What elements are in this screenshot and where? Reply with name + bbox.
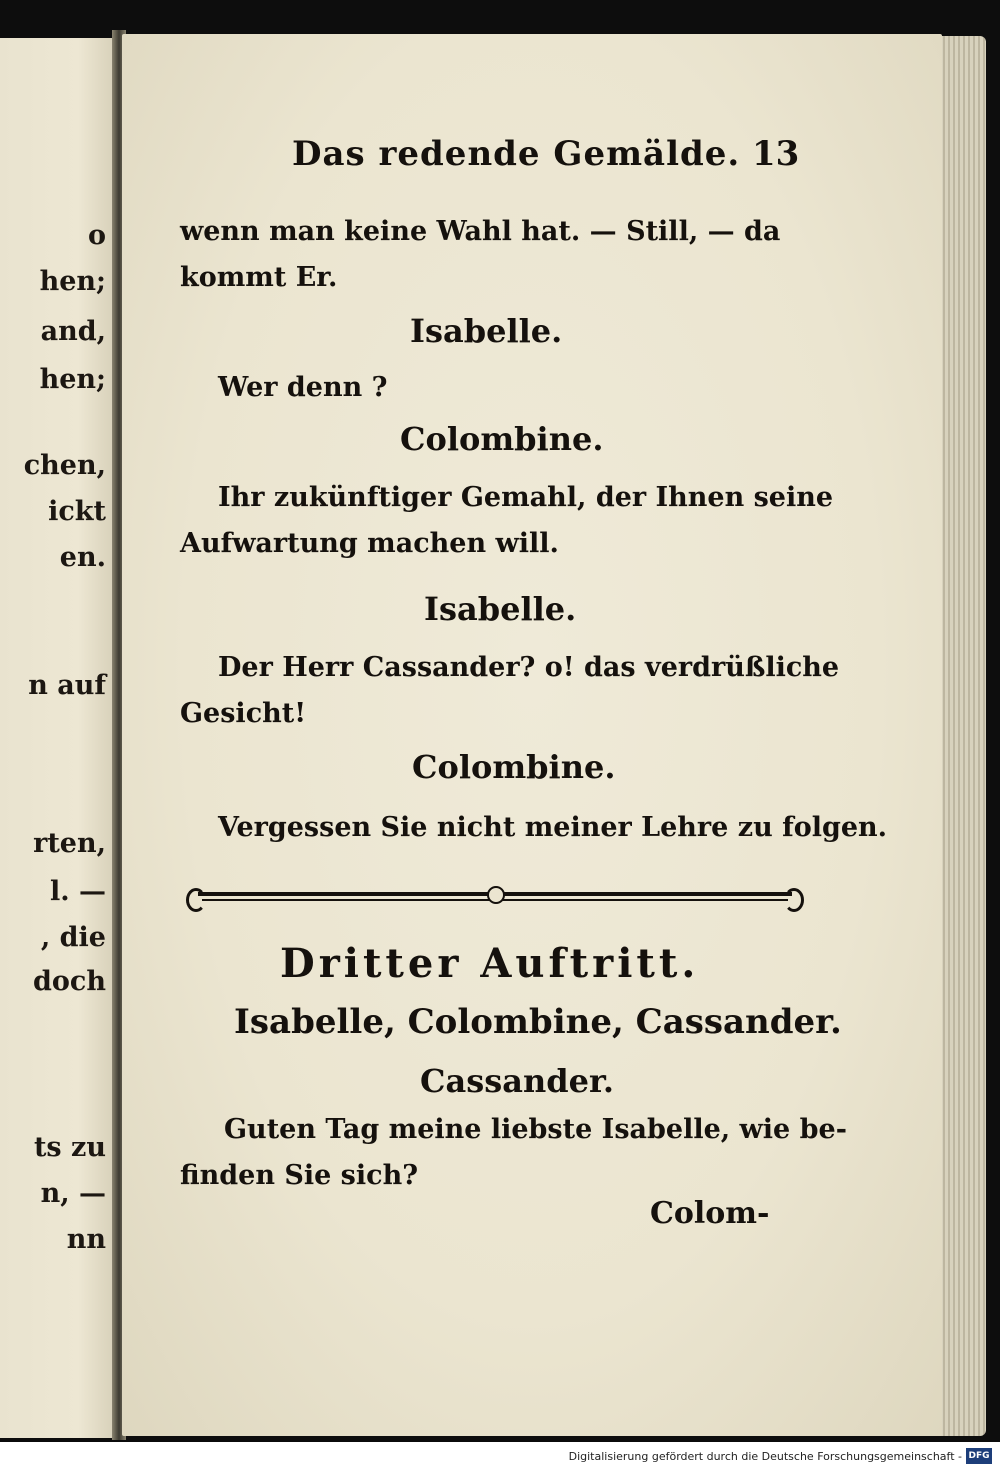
text-line: Gesicht! [180, 698, 307, 729]
text-line: finden Sie sich? [180, 1160, 419, 1191]
left-fragment: en. [59, 542, 106, 573]
left-fragment: l. — [49, 876, 106, 907]
left-page-edge [0, 38, 112, 1438]
rule-knot [487, 886, 505, 904]
speaker-name: Isabelle. [424, 590, 577, 628]
cast-list: Isabelle, Colombine, Cassander. [234, 1002, 842, 1042]
text-line: Ihr zukünftiger Gemahl, der Ihnen seine [218, 482, 834, 513]
left-fragment: hen; [39, 266, 106, 297]
text-line: kommt Er. [180, 262, 338, 293]
speaker-name: Isabelle. [410, 312, 563, 350]
left-fragment: ickt [48, 496, 106, 527]
speaker-name: Colombine. [412, 748, 616, 786]
speaker-name: Colombine. [400, 420, 604, 458]
dfg-logo-icon: DFG [966, 1448, 992, 1464]
text-line: Aufwartung machen will. [180, 528, 559, 559]
left-fragment: rten, [33, 828, 106, 859]
left-fragment: and, [40, 316, 106, 347]
ornamental-rule [190, 886, 800, 908]
left-fragment: doch [33, 966, 106, 997]
left-fragment: n, — [40, 1178, 106, 1209]
left-fragment: n auf [28, 670, 106, 701]
funding-notice: Digitalisierung gefördert durch die Deutsche Forschungsgemeinschaft - [568, 1450, 962, 1463]
speaker-name: Cassander. [420, 1062, 615, 1100]
digitization-footer [0, 1442, 1000, 1473]
rule-curl-right [784, 888, 804, 912]
left-fragment: o [87, 220, 106, 251]
text-line: wenn man keine Wahl hat. — Still, — da [180, 216, 781, 247]
left-fragment: chen, [23, 450, 106, 481]
right-page [122, 34, 942, 1436]
running-header-title: Das redende Gemälde. [292, 134, 741, 174]
left-fragment: nn [66, 1224, 106, 1255]
text-line: Guten Tag meine liebste Isabelle, wie be- [224, 1114, 847, 1145]
rule-curl-left [186, 888, 206, 912]
text-line: Vergessen Sie nicht meiner Lehre zu folgen. [218, 812, 888, 843]
text-line: Wer denn ? [218, 372, 388, 403]
page-number: 13 [752, 134, 800, 174]
catchword: Colom- [650, 1196, 770, 1231]
left-fragment: ts zu [33, 1132, 106, 1163]
left-fragment: , die [40, 922, 106, 953]
text-line: Der Herr Cassander? o! das verdrüßliche [218, 652, 840, 683]
left-fragment: hen; [39, 364, 106, 395]
scene-heading: Dritter Auftritt. [280, 940, 700, 987]
